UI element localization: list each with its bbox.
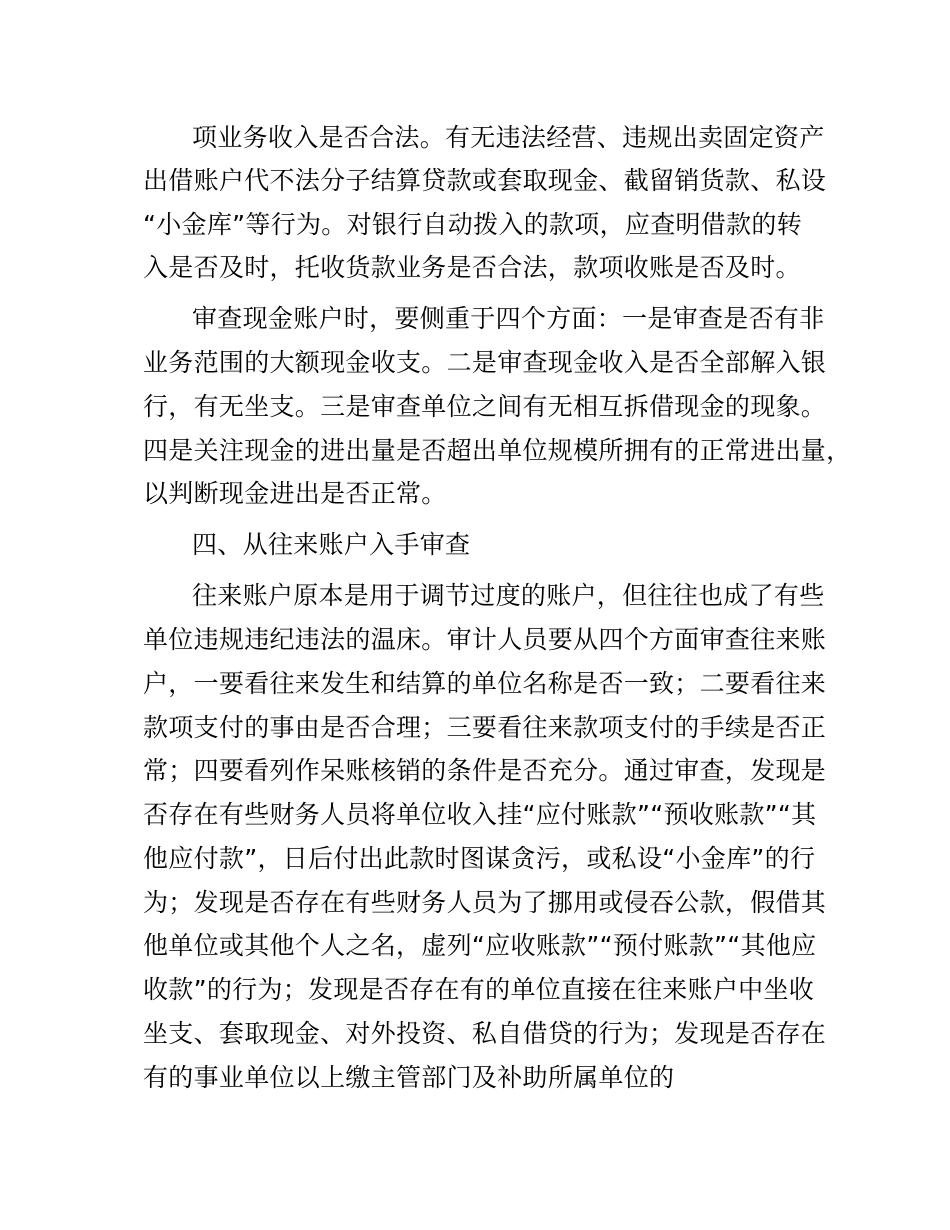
paragraph-line: 项业务收入是否合法。有无违法经营、违规出卖固定资产 [192,123,825,152]
paragraph-line: 款项支付的事由是否合理；三要看往来款项支付的手续是否正 [143,713,827,742]
paragraph-line: 往来账户原本是用于调节过度的账户，但往往也成了有些 [192,581,825,610]
paragraph-line: 四是关注现金的进出量是否超出单位规模所拥有的正常进出量， [143,436,852,465]
paragraph-line: 业务范围的大额现金收支。二是审查现金收入是否全部解入银 [143,348,827,377]
paragraph-line: 坐支、套取现金、对外投资、私自借贷的行为；发现是否存在 [143,1019,827,1048]
section-heading: 四、从往来账户入手审查 [192,530,471,559]
paragraph-line: 行，有无坐支。三是审查单位之间有无相互拆借现金的现象。 [143,392,827,421]
paragraph-line: 他应付款”，日后付出此款时图谋贪污，或私设“小金库”的行 [143,844,816,873]
paragraph-line: 收款”的行为；发现是否存在有的单位直接在往来账户中坐收 [143,975,815,1004]
paragraph-line: 为；发现是否存在有些财务人员为了挪用或侵吞公款，假借其 [143,888,827,917]
paragraph-line: 出借账户代不法分子结算贷款或套取现金、截留销货款、私设 [143,166,827,195]
paragraph-line: 入是否及时，托收货款业务是否合法，款项收账是否及时。 [143,253,801,282]
paragraph-line: 户，一要看往来发生和结算的单位名称是否一致；二要看往来 [143,669,827,698]
paragraph-line: “小金库”等行为。对银行自动拨入的款项，应查明借款的转 [143,210,803,239]
paragraph-line: 有的事业单位以上缴主管部门及补助所属单位的 [143,1063,675,1092]
paragraph-line: 常；四要看列作呆账核销的条件是否充分。通过审查，发现是 [143,756,827,785]
paragraph-line: 审查现金账户时，要侧重于四个方面：一是审查是否有非 [192,304,825,333]
paragraph-line: 以判断现金进出是否正常。 [143,479,447,508]
paragraph-line: 他单位或其他个人之名，虚列“应收账款”“预付账款”“其他应 [143,931,817,960]
paragraph-line: 单位违规违纪违法的温床。审计人员要从四个方面审查往来账 [143,625,827,654]
paragraph-line: 否存在有些财务人员将单位收入挂“应付账款”“预收账款”“其 [143,800,817,829]
